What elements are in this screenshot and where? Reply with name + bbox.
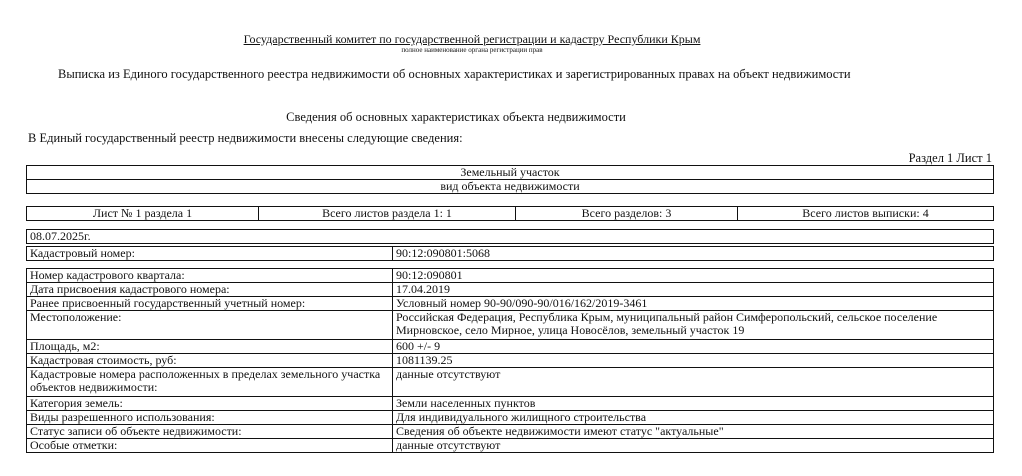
total-sections: Всего разделов: 3	[516, 207, 738, 221]
registration-authority-caption: полное наименование органа регистрации прав	[401, 46, 543, 54]
object-type-table	[26, 165, 994, 194]
cadastral-number-value: 90:12:090801:5068	[393, 247, 994, 261]
row-label: Кадастровые номера расположенных в пределах земельного участка объектов недвижимости:	[27, 368, 393, 397]
table-row	[27, 439, 994, 453]
row-value: 90:12:090801	[393, 269, 994, 283]
extract-title: Выписка из Единого государственного реестра недвижимости об основных характеристиках и зарегистрированных правах на объект недвижимости	[58, 67, 851, 81]
row-label: Особые отметки:	[27, 439, 393, 453]
table-row	[27, 368, 994, 397]
extract-date: 08.07.2025г.	[27, 230, 994, 244]
table-row	[27, 269, 994, 283]
table-row	[27, 297, 994, 311]
table-row	[27, 397, 994, 411]
row-label: Виды разрешенного использования:	[27, 411, 393, 425]
intro-text: В Единый государственный реестр недвижимости внесены следующие сведения:	[28, 131, 463, 145]
sheet-info-table	[26, 206, 994, 221]
row-label: Категория земель:	[27, 397, 393, 411]
row-value: Условный номер 90-90/090-90/016/162/2019-3461	[393, 297, 994, 311]
row-label: Местоположение:	[27, 311, 393, 340]
row-value: 600 +/- 9	[393, 340, 994, 354]
table-row	[27, 425, 994, 439]
table-row	[27, 283, 994, 297]
row-value: данные отсутствуют	[393, 368, 994, 397]
row-value: Для индивидуального жилищного строительства	[393, 411, 994, 425]
row-value: 1081139.25	[393, 354, 994, 368]
table-row	[27, 311, 994, 340]
characteristics-table	[26, 268, 994, 453]
section-title: Сведения об основных характеристиках объекта недвижимости	[286, 110, 626, 124]
registration-authority-name: Государственный комитет по государственной регистрации и кадастру Республики Крым	[243, 32, 701, 46]
row-value: данные отсутствуют	[393, 439, 994, 453]
table-row	[27, 354, 994, 368]
object-type-caption: вид объекта недвижимости	[27, 180, 994, 194]
section-reference: Раздел 1 Лист 1	[908, 151, 992, 165]
row-label: Дата присвоения кадастрового номера:	[27, 283, 393, 297]
row-value: Сведения об объекте недвижимости имеют статус "актуальные"	[393, 425, 994, 439]
row-label: Статус записи об объекте недвижимости:	[27, 425, 393, 439]
cadastral-number-table	[26, 246, 994, 261]
row-value: Российская Федерация, Республика Крым, муниципальный район Симферопольский, сельское поселение Мирновское, село Мирное, улица Новосёлов, земельный участок 19	[393, 311, 994, 340]
row-value: Земли населенных пунктов	[393, 397, 994, 411]
row-value: 17.04.2019	[393, 283, 994, 297]
date-table	[26, 229, 994, 244]
total-extract-sheets: Всего листов выписки: 4	[738, 207, 994, 221]
row-label: Кадастровая стоимость, руб:	[27, 354, 393, 368]
total-section-sheets: Всего листов раздела 1: 1	[259, 207, 516, 221]
row-label: Номер кадастрового квартала:	[27, 269, 393, 283]
table-row	[27, 340, 994, 354]
object-type: Земельный участок	[27, 166, 994, 180]
table-row	[27, 411, 994, 425]
sheet-number: Лист № 1 раздела 1	[27, 207, 259, 221]
row-label: Площадь, м2:	[27, 340, 393, 354]
row-label: Ранее присвоенный государственный учетный номер:	[27, 297, 393, 311]
cadastral-number-label: Кадастровый номер:	[27, 247, 393, 261]
